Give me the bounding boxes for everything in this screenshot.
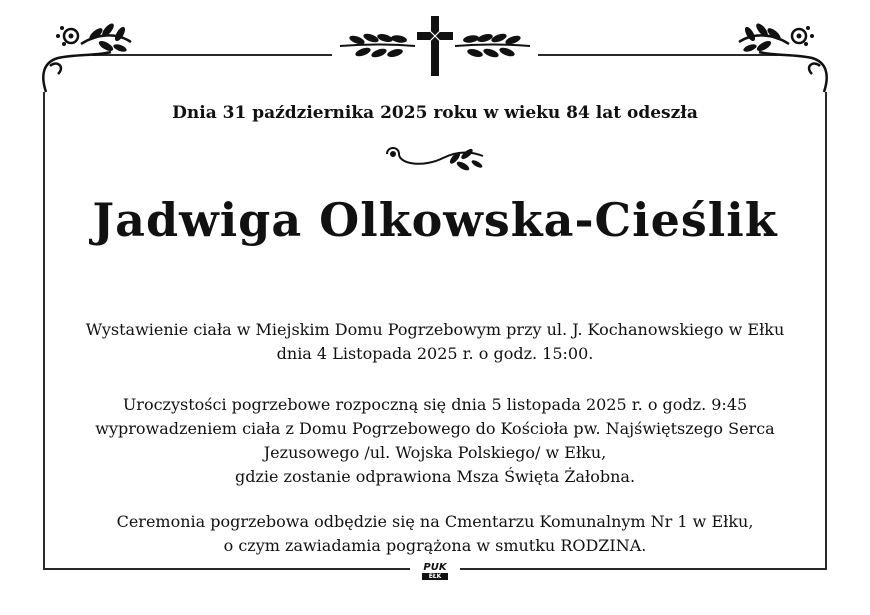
puk-logo (410, 562, 460, 584)
corner-flourish-icon (724, 14, 834, 94)
logo-subtext: EŁK (422, 573, 448, 580)
text-line: Wystawienie ciała w Miejskim Domu Pogrzebowym przy ul. J. Kochanowskiego w Ełku (85, 320, 785, 339)
text-line: Ceremonia pogrzebowa odbędzie się na Cmentarzu Komunalnym Nr 1 w Ełku, (116, 512, 754, 531)
text-line: Uroczystości pogrzebowe rozpoczną się dnia 5 listopada 2025 r. o godz. 9:45 (122, 395, 748, 414)
text-line: o czym zawiadamia pogrążona w smutku RODZINA. (223, 536, 647, 555)
deceased-name: Jadwiga Olkowska-Cieślik (92, 193, 778, 247)
death-date-line: Dnia 31 października 2025 roku w wieku 84 lat odeszła (172, 103, 698, 123)
text-line: dnia 4 Listopada 2025 r. o godz. 15:00. (276, 344, 594, 363)
burial-info (50, 510, 820, 558)
viewing-info (50, 318, 820, 366)
corner-flourish-icon (36, 14, 146, 94)
logo-text: PUK (423, 562, 447, 573)
text-line: wyprowadzeniem ciała z Domu Pogrzebowego do Kościoła pw. Najświętszego Serca (95, 419, 775, 438)
cross-icon (335, 14, 535, 78)
funeral-info (50, 393, 820, 489)
text-line: Jezusowego /ul. Wojska Polskiego/ w Ełku, (263, 443, 607, 462)
text-line: gdzie zostanie odprawiona Msza Święta Żałobna. (234, 467, 636, 486)
vine-divider-icon (383, 142, 488, 176)
